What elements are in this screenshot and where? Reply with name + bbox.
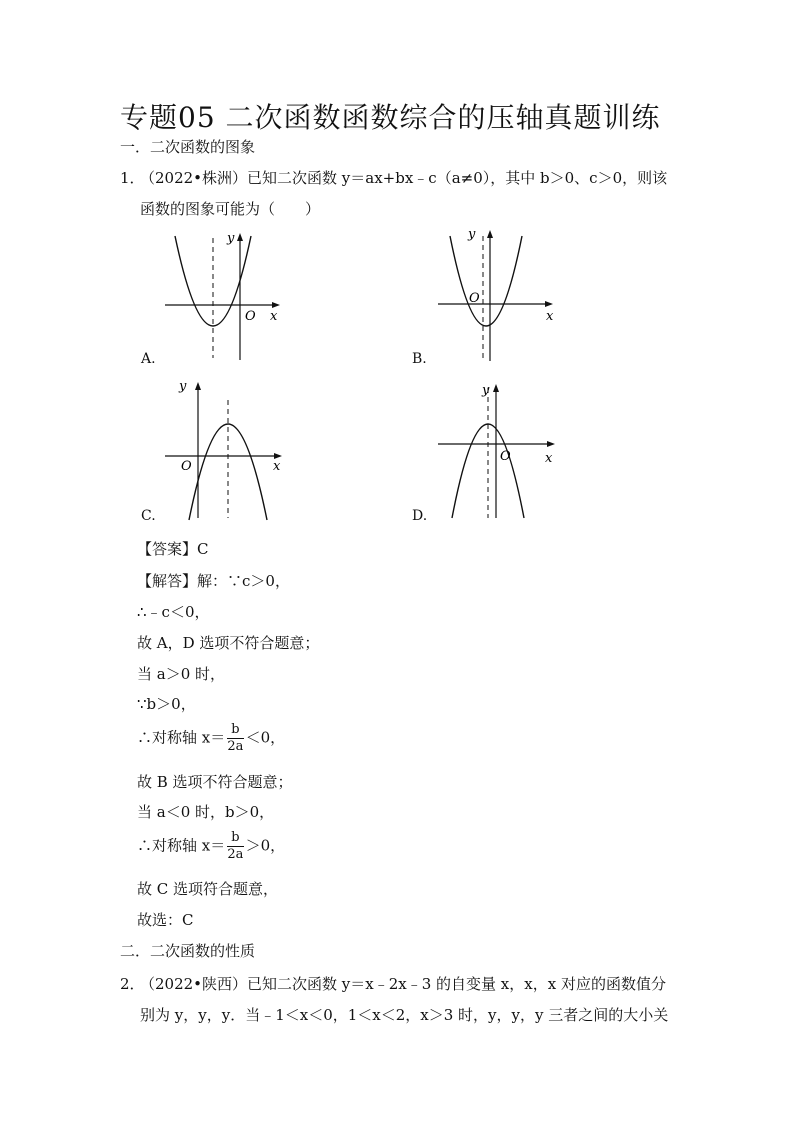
graph-a-origin-label: O [245, 309, 256, 324]
fraction-b-over-2a [227, 830, 243, 863]
fraction-numerator: b [227, 722, 243, 739]
solution-line-8 [137, 830, 285, 863]
solution-line-3: 当 a＞0 时， [137, 665, 226, 683]
graph-b-y-label: y [468, 227, 476, 242]
solution-line-2: 故 A，D 选项不符合题意； [137, 634, 320, 652]
q1-stem-line2: 函数的图象可能为（ ） [140, 200, 321, 218]
solution-start: 【解答】解：∵c＞0， [137, 572, 290, 590]
solution-line-5-suffix: ＜0， [245, 728, 286, 747]
graph-option-a [165, 230, 295, 365]
solution-line-4: ∵b＞0， [137, 695, 196, 713]
page-title: 专题05 二次函数函数综合的压轴真题训练 [120, 101, 661, 134]
graph-a-x-label: x [270, 309, 278, 324]
graph-c-y-label: y [179, 379, 187, 394]
graph-d-x-label: x [545, 451, 553, 466]
graph-a-y-label: y [227, 231, 235, 246]
graph-d-y-label: y [482, 383, 490, 398]
option-b-label: B. [412, 351, 427, 367]
q2-number: 2． [120, 975, 145, 993]
section-heading-2: 二．二次函数的性质 [120, 942, 256, 960]
option-a-label: A. [141, 351, 156, 367]
answer-label: 【答案】C [137, 540, 209, 558]
q1-stem-line1: （2022•株洲）已知二次函数 y＝ax+bx﹣c（a≠0），其中 b＞0、c＞0，则该 [140, 169, 668, 187]
graph-c-x-label: x [273, 459, 281, 474]
q2-stem-line1: （2022•陕西）已知二次函数 y＝x﹣2x﹣3 的自变量 x，x，x 对应的函数值分 [140, 975, 666, 993]
option-d-label: D. [412, 508, 428, 524]
solution-line-5-prefix: ∴对称轴 x＝ [137, 728, 226, 747]
graph-option-b [438, 226, 563, 366]
q1-number: 1． [120, 169, 145, 187]
fraction-denominator: 2a [227, 847, 244, 862]
graph-option-d [438, 380, 563, 520]
solution-line-1: ∴﹣c＜0， [137, 603, 210, 621]
q2-stem-line2: 别为 y，y，y．当﹣1＜x＜0，1＜x＜2，x＞3 时，y，y，y 三者之间的大小关 [140, 1006, 669, 1024]
solution-line-8-prefix: ∴对称轴 x＝ [137, 836, 226, 855]
section-heading-1: 一．二次函数的图象 [120, 138, 256, 156]
solution-line-5 [137, 722, 285, 755]
fraction-denominator: 2a [227, 739, 244, 754]
option-c-label: C. [141, 508, 156, 524]
solution-line-6: 故 B 选项不符合题意； [137, 773, 293, 791]
graph-c-origin-label: O [181, 459, 192, 474]
solution-line-8-suffix: ＞0， [245, 836, 286, 855]
solution-line-9: 故 C 选项符合题意， [137, 880, 279, 898]
graph-option-c [165, 378, 290, 523]
fraction-b-over-2a [227, 722, 243, 755]
solution-line-10: 故选：C [137, 911, 194, 929]
fraction-numerator: b [227, 830, 243, 847]
solution-line-7: 当 a＜0 时，b＞0， [137, 803, 275, 821]
graph-d-origin-label: O [500, 449, 511, 464]
graph-b-origin-label: O [469, 291, 480, 306]
graph-b-x-label: x [546, 309, 554, 324]
